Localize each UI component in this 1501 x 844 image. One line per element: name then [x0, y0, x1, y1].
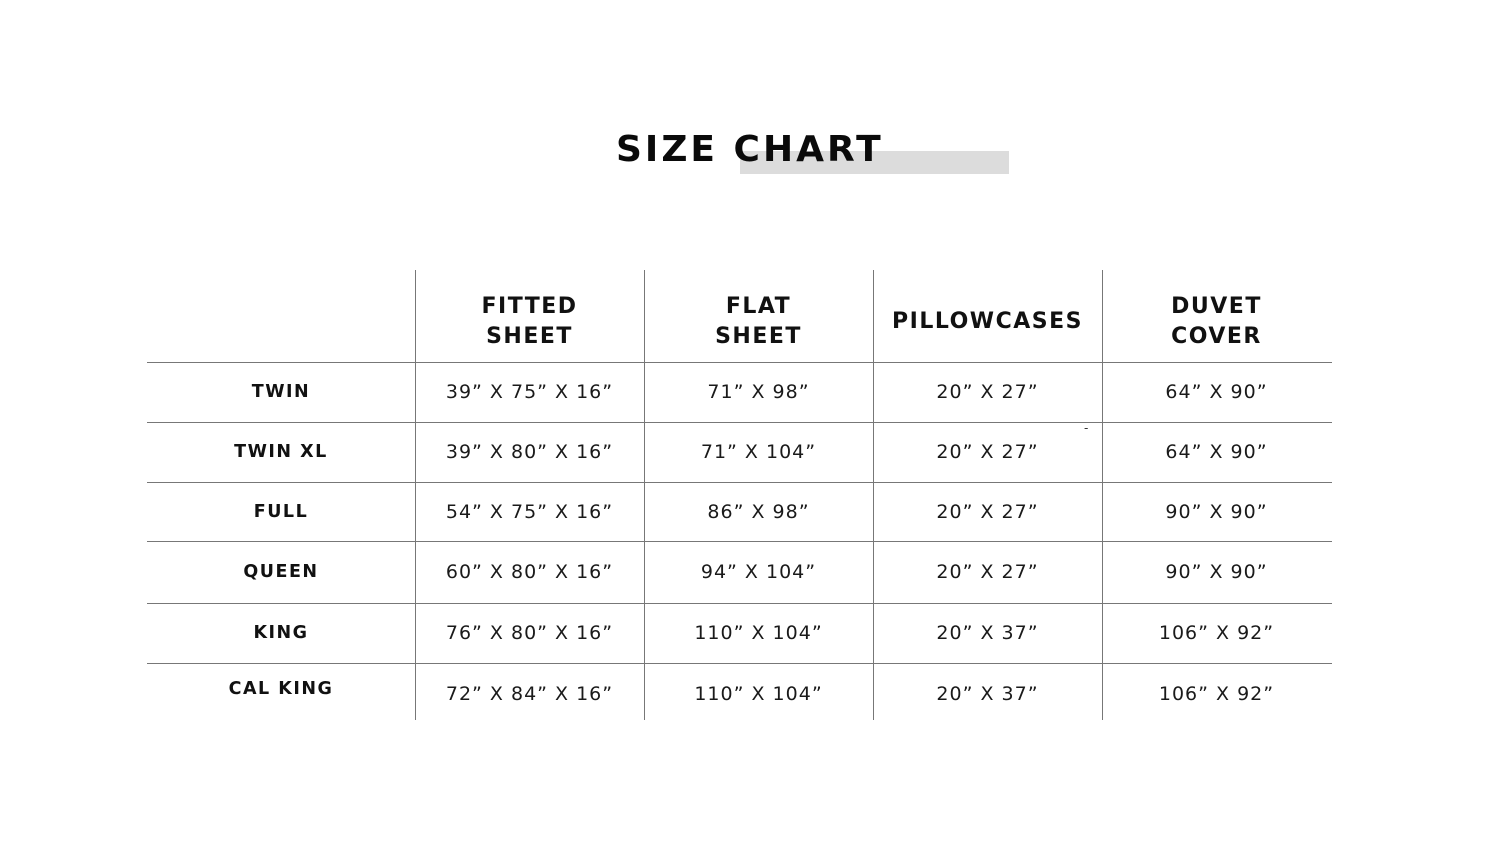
table-cell: 71” X 104” [700, 441, 817, 463]
table-cell: 64” X 90” [1165, 381, 1268, 403]
table-cell: 20” X 27” [936, 561, 1039, 583]
column-header-flat-sheet [644, 292, 873, 352]
table-cell: 20” X 37” [936, 622, 1039, 644]
stray-dash-mark: - [1084, 421, 1089, 435]
table-cell: 39” X 75” X 16” [445, 381, 614, 403]
table-cell: 106” X 92” [1158, 622, 1275, 644]
table-cell: 110” X 104” [694, 683, 823, 705]
row-label-twin: TWIN [251, 382, 311, 402]
column-header-line: FITTED [481, 294, 578, 319]
table-cell: 20” X 27” [936, 500, 1039, 523]
column-header-line: DUVET [1171, 294, 1262, 319]
table-cell: 20” X 27” [936, 441, 1039, 463]
column-header-line: FLAT [725, 294, 792, 319]
row-label-queen: QUEEN [243, 562, 319, 582]
table-cell: 54” X 75” X 16” [445, 500, 614, 523]
column-header-line: PILLOWCASES [892, 309, 1083, 334]
table-cell: 76” X 80” X 16” [445, 622, 614, 644]
page-title: SIZE CHART [616, 129, 884, 170]
table-cell: 20” X 37” [936, 683, 1039, 705]
size-chart-table [147, 270, 1332, 720]
table-cell: 86” X 98” [707, 500, 810, 523]
table-cell: 39” X 80” X 16” [445, 441, 614, 463]
row-label-cal-king: CAL KING [228, 679, 334, 699]
table-cell: 20” X 27” [936, 381, 1039, 403]
table-cell: 90” X 90” [1165, 500, 1268, 523]
table-cell: 64” X 90” [1165, 441, 1268, 463]
column-header-pillowcases [873, 292, 1102, 352]
row-label-twin-xl: TWIN XL [234, 442, 328, 462]
title-area [0, 0, 1501, 200]
table-cell: 60” X 80” X 16” [445, 561, 614, 583]
column-header-line: COVER [1171, 324, 1262, 349]
column-header-line: SHEET [715, 324, 802, 349]
column-header-fitted-sheet [415, 292, 644, 352]
table-cell: 94” X 104” [700, 561, 817, 583]
row-label-full: FULL [253, 501, 309, 522]
table-cell: 72” X 84” X 16” [445, 683, 614, 705]
table-cell: 106” X 92” [1158, 683, 1275, 705]
row-label-king: KING [253, 623, 309, 643]
table-cell: 90” X 90” [1165, 561, 1268, 583]
column-header-line: SHEET [486, 324, 573, 349]
table-cell: 110” X 104” [694, 622, 823, 644]
table-cell: 71” X 98” [707, 381, 810, 403]
column-header-duvet-cover [1102, 292, 1331, 352]
